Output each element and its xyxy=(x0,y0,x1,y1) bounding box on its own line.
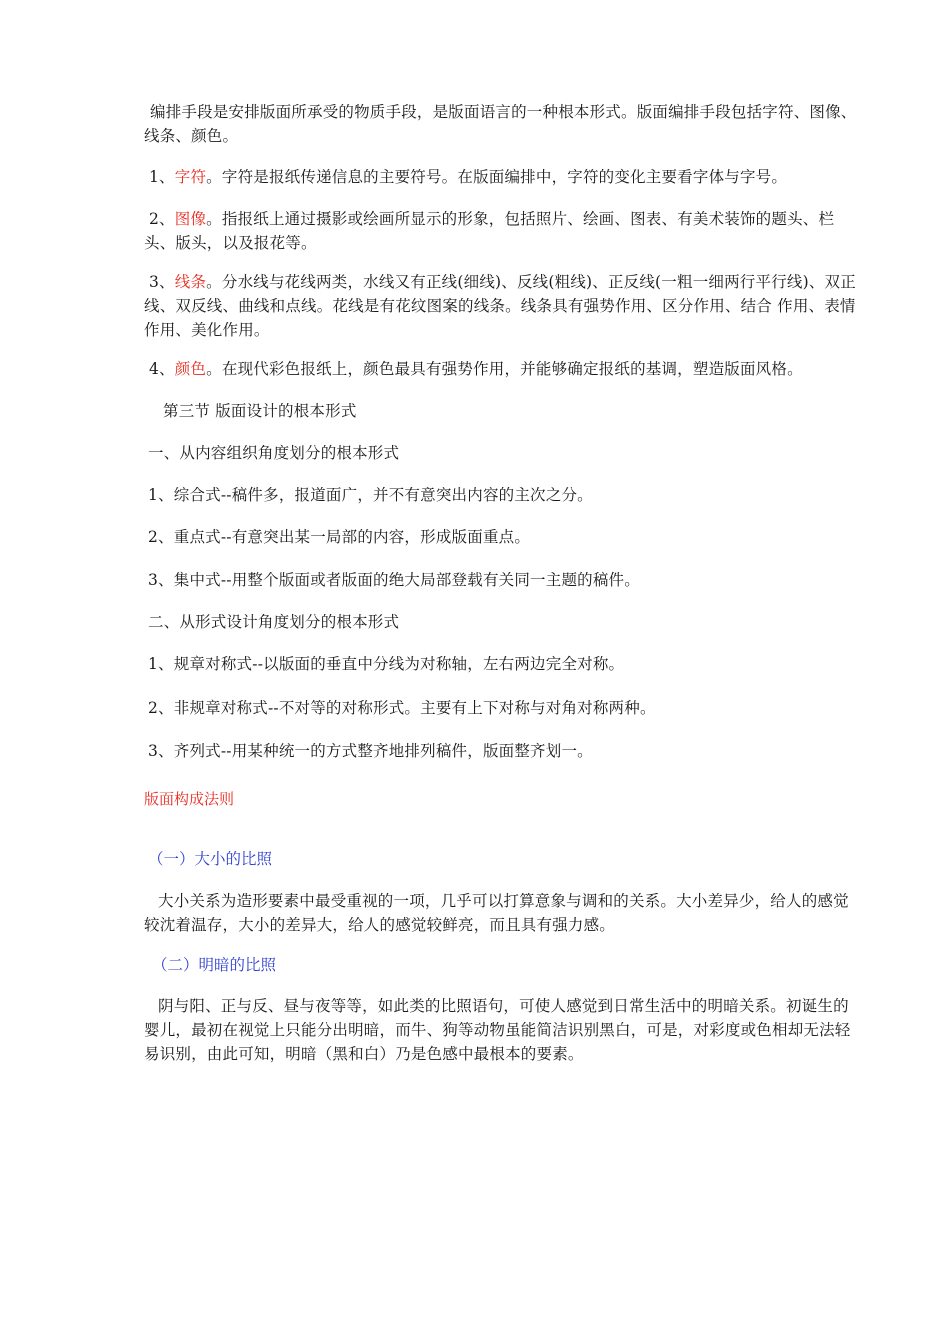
item-text: 。分水线与花线两类，水线又有正线(细线)、反线(粗线)、正反线(一粗一细两行平行线)、双正线、双反线、曲线和点线。花线是有花纹图案的线条。线条具有强势作用、区分作用、结合 作用、表情作用、美化作用。 xyxy=(144,273,856,339)
item-term: 图像 xyxy=(174,210,207,228)
item-term: 颜色 xyxy=(174,360,207,378)
rules-heading: 版面构成法则 xyxy=(144,791,235,808)
item-characters xyxy=(144,165,859,189)
item-colors xyxy=(144,357,859,381)
sub1-paragraph: 大小关系为造形要素中最受重视的一项，几乎可以打算意象与调和的关系。大小差异少，给人的感觉较沈着温存，大小的差异大，给人的感觉较鲜亮，而且具有强力感。 xyxy=(144,892,849,934)
section-title: 第三节 版面设计的根本形式 xyxy=(163,402,357,420)
sub2-paragraph: 阴与阳、正与反、昼与夜等等，如此类的比照语句，可使人感觉到日常生活中的明暗关系。初诞生的婴儿，最初在视觉上只能分出明暗，而牛、狗等动物虽能简洁识别黑白，可是，对彩度或色相却无法轻易识别，由此可知，明暗（黑和白）乃是色感中最根本的要素。 xyxy=(144,997,851,1063)
item-text: 。指报纸上通过摄影或绘画所显示的形象，包括照片、绘画、图表、有美术装饰的题头、栏头、版头，以及报花等。 xyxy=(144,210,835,252)
item-number: 4、 xyxy=(149,360,175,378)
item-term: 字符 xyxy=(174,168,207,186)
part1-title: 一、从内容组织角度划分的根本形式 xyxy=(148,444,400,462)
item-lines xyxy=(144,270,859,342)
part1-item: 2、重点式--有意突出某一局部的内容，形成版面重点。 xyxy=(148,528,531,546)
item-number: 1、 xyxy=(149,168,175,186)
item-term: 线条 xyxy=(174,273,207,291)
sub2-title: （二）明暗的比照 xyxy=(152,956,277,974)
item-images xyxy=(144,207,859,255)
part1-item: 3、集中式--用整个版面或者版面的绝大局部登载有关同一主题的稿件。 xyxy=(148,571,640,589)
part2-item: 2、非规章对称式--不对等的对称形式。主要有上下对称与对角对称两种。 xyxy=(148,699,656,717)
item-number: 2、 xyxy=(149,210,175,228)
part2-title: 二、从形式设计角度划分的根本形式 xyxy=(148,613,400,631)
item-text: 。字符是报纸传递信息的主要符号。在版面编排中，字符的变化主要看字体与字号。 xyxy=(206,168,788,186)
intro-paragraph: 编排手段是安排版面所承受的物质手段，是版面语言的一种根本形式。版面编排手段包括字符、图像、线条、颜色。 xyxy=(144,103,857,145)
item-number: 3、 xyxy=(149,273,175,291)
item-text: 。在现代彩色报纸上，颜色最具有强势作用，并能够确定报纸的基调，塑造版面风格。 xyxy=(206,360,803,378)
sub1-title: （一）大小的比照 xyxy=(148,850,273,868)
part2-item: 3、齐列式--用某种统一的方式整齐地排列稿件，版面整齐划一。 xyxy=(148,742,593,760)
part1-item: 1、综合式--稿件多，报道面广，并不有意突出内容的主次之分。 xyxy=(148,486,593,504)
part2-item: 1、规章对称式--以版面的垂直中分线为对称轴，左右两边完全对称。 xyxy=(148,655,625,673)
